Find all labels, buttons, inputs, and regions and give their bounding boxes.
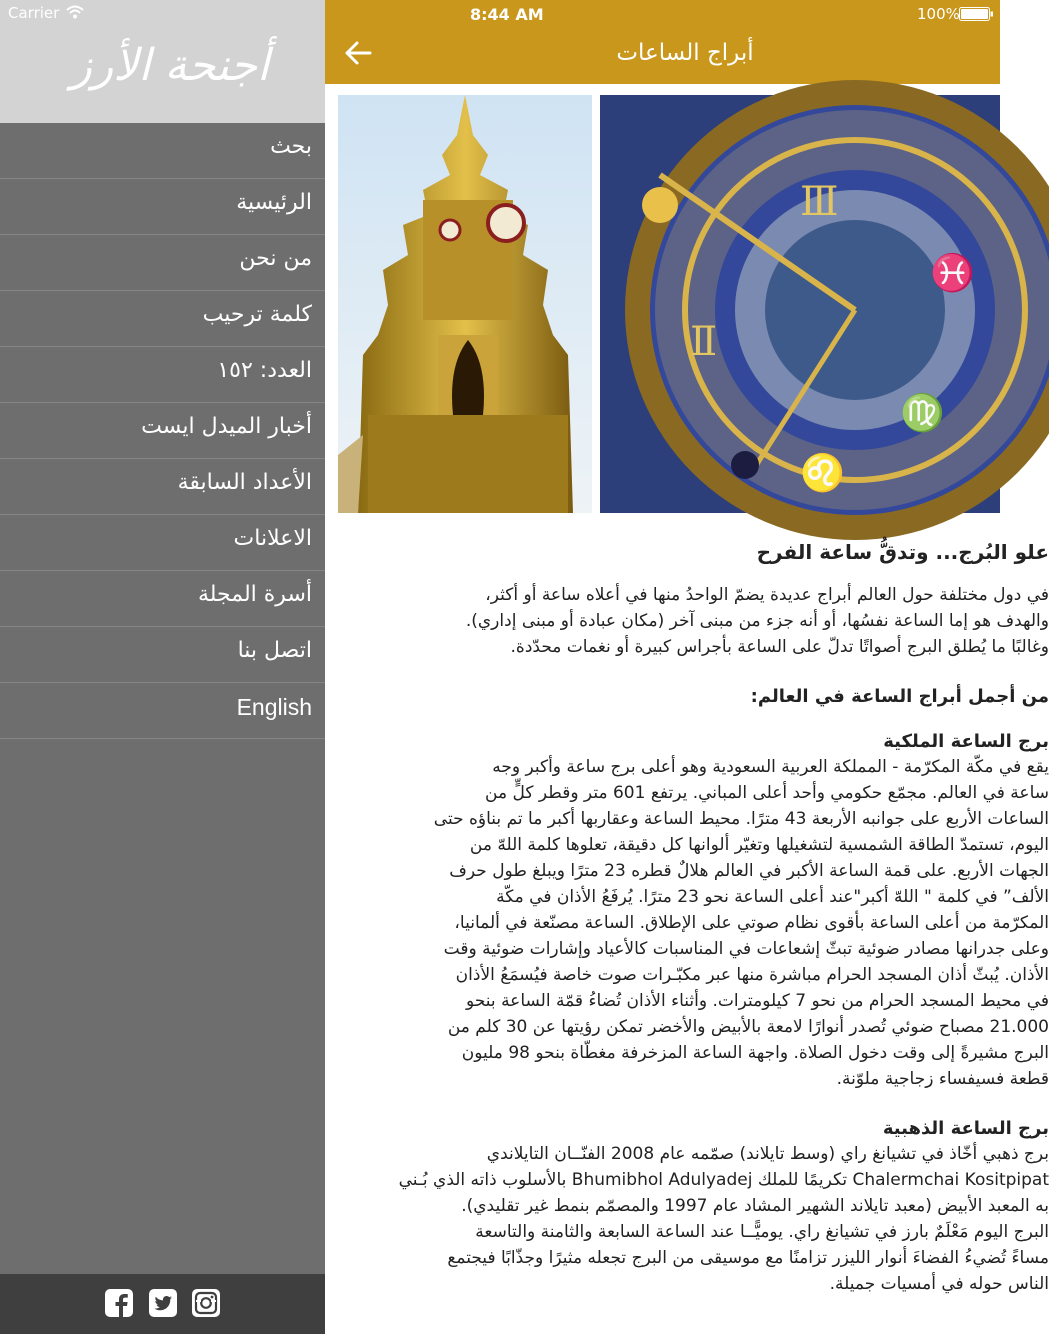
sidebar-header <box>0 0 325 123</box>
instagram-icon[interactable] <box>191 1288 221 1318</box>
text-line: به المعبد الأبيض (معبد تايلاند الشهير المشاد عام 1997 والمصمّم بنمط غير تقليدي). <box>461 1196 1049 1216</box>
section-paragraph-royal-clock <box>349 754 1049 1092</box>
text-line: المكرّمة من أعلى الساعة بأقوى نظام صوتي على الإطلاق. الساعة مصنّعة في ألمانيا، <box>454 913 1049 933</box>
text-line: في محيط المسجد الحرام من نحو 7 كيلومترات. وأثناء الأذان تُضاءُ قمّة الساعة بنحو <box>466 991 1049 1011</box>
article-body <box>349 540 1049 1297</box>
svg-text:Ⅲ: Ⅲ <box>800 179 839 225</box>
text-line: ساعة في العالم. مجمّع حكومي وأحد أعلى المباني. يرتفع 601 متر وقطر كلٍّ من <box>485 783 1049 803</box>
sidebar-item-search[interactable] <box>0 123 325 179</box>
sidebar-item-label: الرئيسية <box>236 190 312 215</box>
text-line: الألف” في كلمة " اللهّ أكبر"عند أعلى الساعة نحو 23 مترًا. يُرفَعُ الأذان في مكّة <box>496 887 1049 907</box>
text-line: البرج مشيرةً إلى وقت دخول الصلاة. واجهة الساعة المزخرفة مغطّاة بنحو 98 مليون <box>461 1043 1049 1063</box>
text-line: في دول مختلفة حول العالم أبراج عديدة يضمّ الواحدُ منها في أعلاه ساعة أو أكثر، <box>485 585 1049 605</box>
text-line: وغالبًا ما يُطلق البرج أصواتًا تدلّ على الساعة بأجراس كبيرة أو نغمات محدّدة. <box>510 637 1049 657</box>
text-line: 21.000 مصباح ضوئي تُصدر أنوارًا لامعة بالأبيض والأخضر تمكن رؤيتها عن 30 كلم من <box>447 1017 1049 1037</box>
section-title-royal-clock: برج الساعة الملكية <box>883 731 1049 752</box>
text-line: الناس حوله في أمسيات جميلة. <box>829 1274 1049 1294</box>
facebook-icon[interactable] <box>104 1288 134 1318</box>
social-footer <box>0 1274 325 1334</box>
section-paragraph-golden-clock <box>349 1141 1049 1297</box>
status-time: 8:44 AM <box>470 5 544 24</box>
sidebar-menu <box>0 123 325 739</box>
sidebar-item-label: اتصل بنا <box>237 638 312 663</box>
svg-text:♍: ♍ <box>900 393 945 434</box>
text-line: الأذان. يُبثّ أذان المسجد الحرام مباشرة منها عبر مكبّـرات صوت خاصة فيُسمَعُ الأذان <box>455 965 1049 985</box>
text-line: والهدف هو إما الساعة نفسُها، أو أنه جزء من مبنى آخر (مكان عبادة أو مبنى إداري). <box>465 611 1049 631</box>
twitter-icon[interactable] <box>148 1288 178 1318</box>
sidebar <box>0 0 325 1334</box>
text-line: البرج اليوم مَعْلَمٌ بارز في تشيانغ راي. يوميًّــا عند الساعة السابعة والثامنة والتاسعة <box>475 1222 1049 1242</box>
astronomical-clock-photo <box>600 95 1000 513</box>
sidebar-item-about[interactable] <box>0 235 325 291</box>
logo-text: أجنحة الأرز <box>70 40 270 91</box>
sidebar-item-label: الاعلانات <box>233 526 312 551</box>
clock-tower-photo <box>338 95 592 513</box>
wifi-icon <box>66 5 84 19</box>
sidebar-item-welcome[interactable] <box>0 291 325 347</box>
text-line: يقع في مكّة المكرّمة - المملكة العربية السعودية وهو أعلى برج ساعة وأكبر وجه <box>492 757 1049 777</box>
svg-text:Ⅱ: Ⅱ <box>690 319 718 365</box>
article-subheading: من أجمل أبراج الساعة في العالم: <box>750 686 1049 707</box>
text-line: مساءً تُضيءُ الفضاءَ أنوار الليزر تزامنًا مع موسيقى من البرج تجعله مثيرًا وجذّابًا فيجتمع <box>447 1248 1049 1268</box>
sidebar-item-label: أسرة المجلة <box>197 582 312 607</box>
page-title: أبراج الساعات <box>616 40 754 66</box>
sidebar-item-label: من نحن <box>239 246 312 271</box>
sidebar-item-ads[interactable] <box>0 515 325 571</box>
sidebar-item-label: بحث <box>270 134 312 159</box>
battery-percent: 100% <box>917 5 960 23</box>
text-line: الجهات الأربع. على قمة الساعة الأكبر في العالم هلالٌ قطره 23 مترًا ويبلغ طول حرف <box>449 861 1049 881</box>
text-line: الساعات الأربع على جوانبه الأربعة 43 مترًا. محيط الساعة وعقاربها أكبر ما تم بناؤه حتى <box>433 809 1049 829</box>
carrier-label: Carrier <box>8 4 60 22</box>
text-line: اليوم، تستمدّ الطاقة الشمسية لتشغيلها وتغيّر ألوانها كل دقيقة، تعلوها كلمة اللهّ من <box>469 835 1049 855</box>
sidebar-item-english[interactable] <box>0 683 325 739</box>
sidebar-item-label: English <box>236 694 312 720</box>
text-line: Chalermchai Kositpipat تكريمًا للملك Bhumibhol Adulyadej بالأسلوب ذاته الذي بُـني <box>398 1170 1049 1190</box>
battery-icon <box>959 7 995 21</box>
sidebar-item-issue[interactable] <box>0 347 325 403</box>
sidebar-item-team[interactable] <box>0 571 325 627</box>
sidebar-item-home[interactable] <box>0 179 325 235</box>
intro-paragraph <box>349 582 1049 660</box>
sidebar-item-label: كلمة ترحيب <box>202 302 312 327</box>
svg-text:♓: ♓ <box>930 253 975 294</box>
svg-text:♌: ♌ <box>800 453 845 494</box>
section-title-golden-clock: برج الساعة الذهبية <box>882 1118 1049 1139</box>
navigation-bar <box>325 0 1000 84</box>
sidebar-item-label: الأعداد السابقة <box>177 470 312 495</box>
text-line: وعلى جدرانها مصادر ضوئية تبثّ إشعاعات في المناسبات كالأعياد وإشارات ضوئية وقت <box>443 939 1049 959</box>
magazine-logo[interactable] <box>70 22 270 112</box>
text-line: قطعة فسيفساء زجاجية ملوّنة. <box>836 1069 1049 1089</box>
sidebar-item-previous-issues[interactable] <box>0 459 325 515</box>
sidebar-item-mea-news[interactable] <box>0 403 325 459</box>
sidebar-item-contact[interactable] <box>0 627 325 683</box>
article-heading: علو البُرج... وتدقُّ ساعة الفرح <box>756 540 1049 564</box>
text-line: برج ذهبي أخّاذ في تشيانغ راي (وسط تايلاند) صمّمه عام 2008 الفنّــان التايلاندي <box>486 1144 1049 1164</box>
main-panel <box>325 0 1049 1334</box>
sidebar-item-label: العدد: ١٥٢ <box>217 358 312 383</box>
sidebar-item-label: أخبار الميدل ايست <box>141 414 312 439</box>
